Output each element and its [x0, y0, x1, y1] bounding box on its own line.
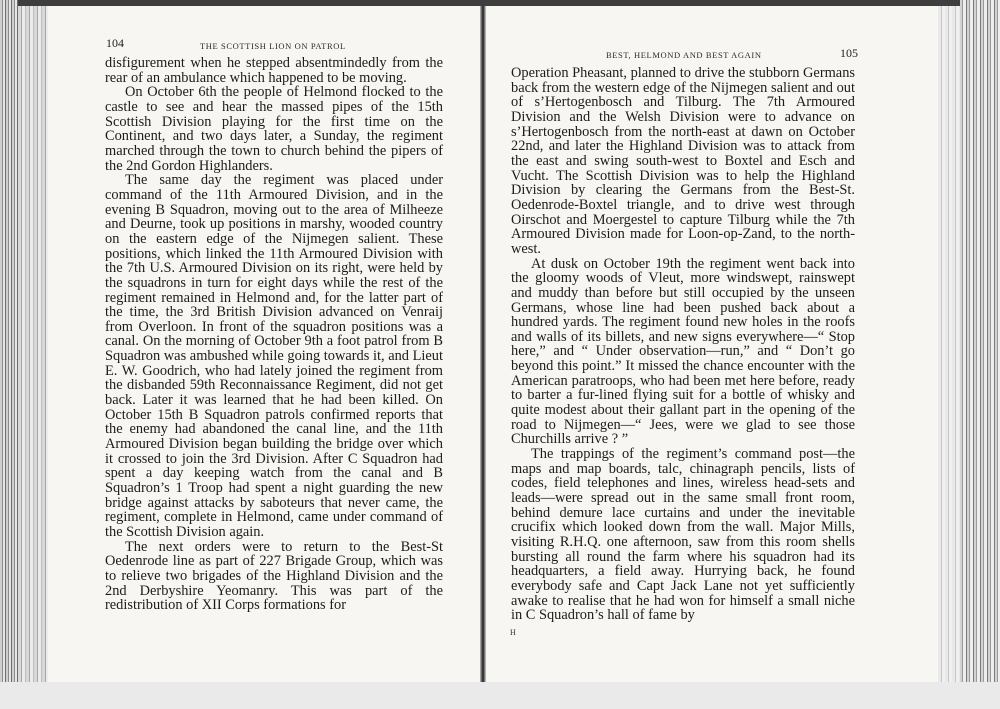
- paragraph: Operation Pheasant, planned to drive the stubborn Germans back from the western edge of the Nijmegen salient and out of s’Hertogenbosch and Tilburg. The 7th Armoured Division and the Welsh Division were to advance on s’Hertogenbosch from the north-east at dawn on October 22nd, and later the Highland Division was to attack from the east and swing south-west to Boxtel and Esch and Vucht. The Scottish Division was to help the Highland Division by clearing the Germans from the Best-St. Oedenrode-Boxtel triangle, and to drive west through Oirschot and Moergestel to capture Tilburg while the 7th Armoured Division made for Loon-op-Zand, to the north-west.: [511, 65, 855, 257]
- body-text: [511, 66, 855, 623]
- paragraph: The next orders were to return to the Best-St Oedenrode line as part of 227 Brigade Group, which was to relieve two brigades of the Highland Division and the 2nd Derbyshire Yeomanry. This was part of the redistribution of XII Corps formations for: [105, 538, 443, 614]
- right-page-edges: [960, 0, 1000, 709]
- paragraph: disfigurement when he stepped absentmindedly from the rear of an ambulance which happened to be moving.: [105, 55, 443, 86]
- page-number: 105: [840, 46, 858, 60]
- left-page: [48, 6, 480, 682]
- paragraph: The same day the regiment was placed under command of the 11th Armoured Division, and in the evening B Squadron, moving out to the area of Milheeze and Deurne, took up positions in marshy, wooded country on the eastern edge of the Nijmegen salient. These positions, which linked the 11th Armoured Division with the 7th U.S. Armoured Division on its right, were held by the squadrons in turn for eight days while the rest of the regiment remained in Helmond and, for the latter part of the time, the 3rd British Division advanced on Venraij from Overloon. In front of the squadron positions was a canal. On the morning of October 9th a foot patrol from B Squadron was ambushed while going towards it, and Lieut E. W. Goodrich, who had lately joined the regiment from the disbanded 59th Reconnaissance Regiment, did not get back. Later it was learned that he had been killed. On October 15th B Squadron patrols confirmed reports that the enemy had abandoned the canal line, and the 11th Armoured Division began building the bridge over which it crossed to join the 3rd Division. After C Squadron had spent a day keeping watch from the canal and B Squadron’s 1 Troop had spent a night guarding the new bridge against attacks by saboteurs that never came, the regiment, complete in Helmond, came under command of the Scottish Division again.: [105, 172, 443, 540]
- page-number: 104: [106, 36, 124, 50]
- running-head: THE SCOTTISH LION ON PATROL: [200, 41, 346, 51]
- paragraph: On October 6th the people of Helmond flocked to the castle to see and hear the massed pipes of the 15th Scottish Division playing for the first time on the Continent, and two days later, a Sunday, the regiment marched through the town to church behind the pipers of the 2nd Gordon Highlanders.: [105, 84, 443, 174]
- right-page: [486, 6, 938, 682]
- body-text: [105, 56, 443, 613]
- scan-bottom-margin: [0, 682, 1000, 709]
- signature-mark: H: [510, 628, 517, 637]
- right-page-edges-inner: [938, 6, 960, 682]
- running-head: BEST, HELMOND AND BEST AGAIN: [606, 50, 762, 60]
- paragraph: At dusk on October 19th the regiment went back into the gloomy woods of Vleut, more windswept, rainswept and muddy than before but still occupied by the unseen Germans, whose line had been pushed back about a hundred yards. The regiment found new holes in the roofs and walls of its billets, and new signs everywhere—“ Stop here,” and “ Under observation—run,” and “ Don’t go beyond this point.” It missed the chance encounter with the American paratroops, who had been met here before, ready to barter a fur-lined flying suit for a bottle of whisky and quite modest about their gallant part in the opening of the road to Nijmegen—“ Jees, were we glad to see those Churchills arrive ? ”: [511, 255, 855, 448]
- left-page-edges-inner: [18, 6, 48, 682]
- paragraph: The trappings of the regiment’s command post—the maps and map boards, talc, chinagraph pencils, lists of codes, field telephones and lines, wireless head-sets and leads—were spread out in the same small front room, behind demure lace curtains and under the inevitable crucifix which looked down from the wall. Major Mills, visiting R.H.Q. one afternoon, saw from this room shells bursting all round the farm where his squadron had its headquarters, a field away. Hurrying back, he found everybody safe and Capt Jack Lane not yet sufficiently awake to realise that he had won for himself a small niche in C Squadron’s hall of fame by: [511, 446, 855, 624]
- left-page-edges: [0, 0, 18, 709]
